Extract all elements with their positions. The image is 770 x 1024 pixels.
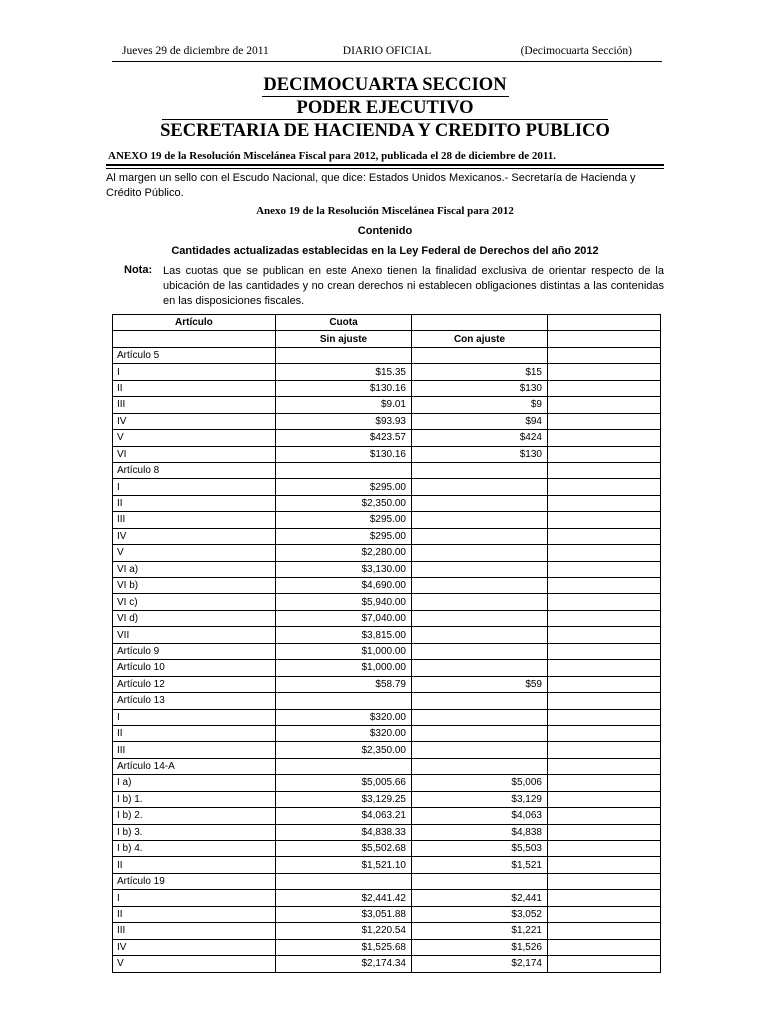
header-empty-cell <box>412 315 548 331</box>
cell-sin-ajuste: $1,000.00 <box>276 643 412 659</box>
cell-articulo: II <box>113 857 276 873</box>
table-row <box>113 446 661 462</box>
cell-articulo: Artículo 12 <box>113 676 276 692</box>
cell-con-ajuste: $3,129 <box>412 791 548 807</box>
subheader-empty-cell <box>113 331 276 347</box>
cell-articulo: II <box>113 380 276 396</box>
cell-sin-ajuste: $1,000.00 <box>276 660 412 676</box>
table-row <box>113 397 661 413</box>
table-row <box>113 430 661 446</box>
cell-articulo: III <box>113 742 276 758</box>
table-row <box>113 676 661 692</box>
cell-empty <box>548 495 661 511</box>
cell-articulo: VII <box>113 627 276 643</box>
cell-con-ajuste: $4,838 <box>412 824 548 840</box>
table-row <box>113 906 661 922</box>
cell-con-ajuste: $2,441 <box>412 890 548 906</box>
cell-empty <box>548 545 661 561</box>
cell-con-ajuste: $15 <box>412 364 548 380</box>
cell-empty <box>548 939 661 955</box>
cell-empty <box>548 956 661 972</box>
contents-heading: Contenido <box>357 225 413 237</box>
table-row <box>113 479 661 495</box>
cell-con-ajuste <box>412 660 548 676</box>
cell-empty <box>548 380 661 396</box>
cell-empty <box>548 824 661 840</box>
cell-empty <box>548 413 661 429</box>
cell-empty <box>548 676 661 692</box>
cell-con-ajuste <box>412 627 548 643</box>
cell-con-ajuste: $130 <box>412 446 548 462</box>
cell-articulo: VI d) <box>113 610 276 626</box>
cell-empty <box>548 742 661 758</box>
cell-sin-ajuste: $2,174.34 <box>276 956 412 972</box>
cell-articulo: II <box>113 495 276 511</box>
table-row <box>113 693 661 709</box>
cell-sin-ajuste: $320.00 <box>276 725 412 741</box>
cell-con-ajuste: $9 <box>412 397 548 413</box>
cell-articulo: Artículo 14-A <box>113 758 276 774</box>
cell-empty <box>548 430 661 446</box>
cell-articulo: VI b) <box>113 578 276 594</box>
cell-con-ajuste <box>412 643 548 659</box>
cell-empty <box>548 791 661 807</box>
cell-sin-ajuste: $1,525.68 <box>276 939 412 955</box>
cell-articulo: V <box>113 956 276 972</box>
cell-sin-ajuste: $2,441.42 <box>276 890 412 906</box>
cell-sin-ajuste: $7,040.00 <box>276 610 412 626</box>
cell-sin-ajuste: $423.57 <box>276 430 412 446</box>
cell-con-ajuste <box>412 462 548 478</box>
cell-empty <box>548 808 661 824</box>
table-row <box>113 347 661 363</box>
cell-sin-ajuste: $5,005.66 <box>276 775 412 791</box>
cell-empty <box>548 906 661 922</box>
annex-publication-line: ANEXO 19 de la Resolución Miscelánea Fiscal para 2012, publicada el 28 de diciembre de 2011. <box>108 150 557 162</box>
cell-sin-ajuste: $4,838.33 <box>276 824 412 840</box>
cell-empty <box>548 890 661 906</box>
cell-con-ajuste: $1,526 <box>412 939 548 955</box>
table-row <box>113 380 661 396</box>
table-subtitle: Cantidades actualizadas establecidas en la Ley Federal de Derechos del año 2012 <box>171 245 599 257</box>
cell-con-ajuste <box>412 873 548 889</box>
section-title-rule <box>262 96 509 97</box>
table-row <box>113 528 661 544</box>
cell-articulo: VI c) <box>113 594 276 610</box>
table-row <box>113 643 661 659</box>
cell-sin-ajuste <box>276 462 412 478</box>
cell-empty <box>548 873 661 889</box>
cell-con-ajuste: $4,063 <box>412 808 548 824</box>
cell-empty <box>548 446 661 462</box>
cell-sin-ajuste: $295.00 <box>276 512 412 528</box>
table-row <box>113 890 661 906</box>
table-row <box>113 660 661 676</box>
subheader-empty-cell <box>548 331 661 347</box>
cell-articulo: IV <box>113 413 276 429</box>
table-subheader-row <box>113 331 661 347</box>
table-row <box>113 594 661 610</box>
cell-con-ajuste <box>412 545 548 561</box>
table-row <box>113 775 661 791</box>
table-row <box>113 824 661 840</box>
cell-sin-ajuste: $4,063.21 <box>276 808 412 824</box>
cell-sin-ajuste: $295.00 <box>276 479 412 495</box>
cell-sin-ajuste: $1,220.54 <box>276 923 412 939</box>
cell-articulo: IV <box>113 939 276 955</box>
cell-con-ajuste: $130 <box>412 380 548 396</box>
cell-con-ajuste <box>412 578 548 594</box>
cell-sin-ajuste: $93.93 <box>276 413 412 429</box>
cell-articulo: I b) 3. <box>113 824 276 840</box>
cell-articulo: Artículo 9 <box>113 643 276 659</box>
cell-con-ajuste: $2,174 <box>412 956 548 972</box>
cell-sin-ajuste <box>276 693 412 709</box>
cell-empty <box>548 841 661 857</box>
cell-sin-ajuste: $5,502.68 <box>276 841 412 857</box>
cell-sin-ajuste: $1,521.10 <box>276 857 412 873</box>
cell-empty <box>548 627 661 643</box>
cell-sin-ajuste: $4,690.00 <box>276 578 412 594</box>
header-section: (Decimocuarta Sección) <box>520 45 632 57</box>
header-newspaper: DIARIO OFICIAL <box>342 45 432 57</box>
cell-articulo: I a) <box>113 775 276 791</box>
cell-empty <box>548 725 661 741</box>
cell-articulo: III <box>113 923 276 939</box>
cell-con-ajuste <box>412 561 548 577</box>
table-row <box>113 462 661 478</box>
cell-articulo: II <box>113 725 276 741</box>
cell-empty <box>548 775 661 791</box>
cell-articulo: VI <box>113 446 276 462</box>
cell-con-ajuste <box>412 479 548 495</box>
double-divider <box>106 164 664 169</box>
cell-con-ajuste: $1,521 <box>412 857 548 873</box>
cell-sin-ajuste: $15.35 <box>276 364 412 380</box>
table-row <box>113 512 661 528</box>
table-row <box>113 627 661 643</box>
cell-articulo: I <box>113 709 276 725</box>
cell-articulo: VI a) <box>113 561 276 577</box>
cell-articulo: Artículo 19 <box>113 873 276 889</box>
cell-sin-ajuste <box>276 873 412 889</box>
cell-sin-ajuste: $9.01 <box>276 397 412 413</box>
cell-sin-ajuste: $3,051.88 <box>276 906 412 922</box>
note-text: Las cuotas que se publican en este Anexo tienen la finalidad exclusiva de orientar respecto de la ubicación de las cantidades y no crean derechos ni establecen obligaciones distintas a las contenidas en las disposiciones fiscales. <box>163 265 664 307</box>
cell-articulo: Artículo 5 <box>113 347 276 363</box>
cell-empty <box>548 512 661 528</box>
cell-con-ajuste <box>412 742 548 758</box>
cell-empty <box>548 397 661 413</box>
table-row <box>113 364 661 380</box>
cell-con-ajuste: $5,006 <box>412 775 548 791</box>
cell-empty <box>548 528 661 544</box>
cell-articulo: I <box>113 479 276 495</box>
cell-sin-ajuste: $5,940.00 <box>276 594 412 610</box>
cell-sin-ajuste: $320.00 <box>276 709 412 725</box>
cell-articulo: Artículo 10 <box>113 660 276 676</box>
cell-sin-ajuste: $2,350.00 <box>276 495 412 511</box>
table-row <box>113 725 661 741</box>
cell-con-ajuste <box>412 347 548 363</box>
table-row <box>113 841 661 857</box>
cell-empty <box>548 561 661 577</box>
cell-empty <box>548 479 661 495</box>
cell-con-ajuste: $59 <box>412 676 548 692</box>
cell-articulo: I <box>113 890 276 906</box>
header-date: Jueves 29 de diciembre de 2011 <box>122 45 269 57</box>
cell-con-ajuste: $94 <box>412 413 548 429</box>
table-row <box>113 413 661 429</box>
cell-con-ajuste <box>412 528 548 544</box>
table-row <box>113 939 661 955</box>
cell-con-ajuste: $424 <box>412 430 548 446</box>
table-row <box>113 545 661 561</box>
cell-con-ajuste <box>412 512 548 528</box>
cell-sin-ajuste: $130.16 <box>276 380 412 396</box>
cell-articulo: I b) 4. <box>113 841 276 857</box>
cell-empty <box>548 462 661 478</box>
cell-con-ajuste <box>412 594 548 610</box>
cell-articulo: Artículo 13 <box>113 693 276 709</box>
cell-empty <box>548 660 661 676</box>
table-row <box>113 923 661 939</box>
cell-empty <box>548 923 661 939</box>
cell-sin-ajuste: $3,130.00 <box>276 561 412 577</box>
cell-articulo: III <box>113 397 276 413</box>
cell-articulo: V <box>113 430 276 446</box>
table-row <box>113 857 661 873</box>
table-row <box>113 956 661 972</box>
cell-empty <box>548 758 661 774</box>
table-row <box>113 610 661 626</box>
cell-sin-ajuste: $58.79 <box>276 676 412 692</box>
cell-sin-ajuste: $2,350.00 <box>276 742 412 758</box>
branch-title: PODER EJECUTIVO <box>296 98 474 118</box>
cell-sin-ajuste <box>276 347 412 363</box>
branch-title-rule <box>162 119 608 120</box>
margin-seal-text: Al margen un sello con el Escudo Nacional, que dice: Estados Unidos Mexicanos.- Secretaría de Hacienda y Crédito Público. <box>106 172 636 199</box>
cell-con-ajuste <box>412 495 548 511</box>
table-row <box>113 873 661 889</box>
header-empty-cell <box>548 315 661 331</box>
ministry-title: SECRETARIA DE HACIENDA Y CREDITO PUBLICO <box>160 121 610 141</box>
cell-con-ajuste <box>412 758 548 774</box>
cell-articulo: I <box>113 364 276 380</box>
cell-con-ajuste <box>412 725 548 741</box>
cell-articulo: IV <box>113 528 276 544</box>
cell-sin-ajuste: $3,129.25 <box>276 791 412 807</box>
cell-sin-ajuste <box>276 758 412 774</box>
cell-sin-ajuste: $3,815.00 <box>276 627 412 643</box>
cell-con-ajuste <box>412 709 548 725</box>
cell-articulo: III <box>113 512 276 528</box>
table-row <box>113 561 661 577</box>
cell-empty <box>548 578 661 594</box>
cell-articulo: I b) 2. <box>113 808 276 824</box>
header-cuota: Cuota <box>276 315 412 331</box>
cell-empty <box>548 857 661 873</box>
table-header-row <box>113 315 661 331</box>
cell-empty <box>548 610 661 626</box>
cell-sin-ajuste: $2,280.00 <box>276 545 412 561</box>
table-row <box>113 742 661 758</box>
section-title: DECIMOCUARTA SECCION <box>263 75 507 95</box>
table-row <box>113 808 661 824</box>
cell-con-ajuste: $5,503 <box>412 841 548 857</box>
cell-con-ajuste <box>412 610 548 626</box>
cell-empty <box>548 347 661 363</box>
cell-con-ajuste <box>412 693 548 709</box>
cell-sin-ajuste: $295.00 <box>276 528 412 544</box>
page-header <box>112 45 662 61</box>
header-sin-ajuste: Sin ajuste <box>276 331 412 347</box>
table-row <box>113 791 661 807</box>
table-row <box>113 758 661 774</box>
header-con-ajuste: Con ajuste <box>412 331 548 347</box>
cell-empty <box>548 709 661 725</box>
table-row <box>113 709 661 725</box>
cell-empty <box>548 693 661 709</box>
cell-empty <box>548 643 661 659</box>
cell-con-ajuste: $1,221 <box>412 923 548 939</box>
cell-articulo: I b) 1. <box>113 791 276 807</box>
cell-con-ajuste: $3,052 <box>412 906 548 922</box>
header-articulo: Artículo <box>113 315 276 331</box>
cell-articulo: II <box>113 906 276 922</box>
header-divider <box>112 61 662 62</box>
annex-title: Anexo 19 de la Resolución Miscelánea Fiscal para 2012 <box>256 205 514 217</box>
note-label: Nota: <box>124 264 153 276</box>
table-row <box>113 578 661 594</box>
cell-empty <box>548 364 661 380</box>
table-row <box>113 495 661 511</box>
fees-table <box>112 314 661 973</box>
cell-empty <box>548 594 661 610</box>
cell-articulo: V <box>113 545 276 561</box>
cell-sin-ajuste: $130.16 <box>276 446 412 462</box>
cell-articulo: Artículo 8 <box>113 462 276 478</box>
